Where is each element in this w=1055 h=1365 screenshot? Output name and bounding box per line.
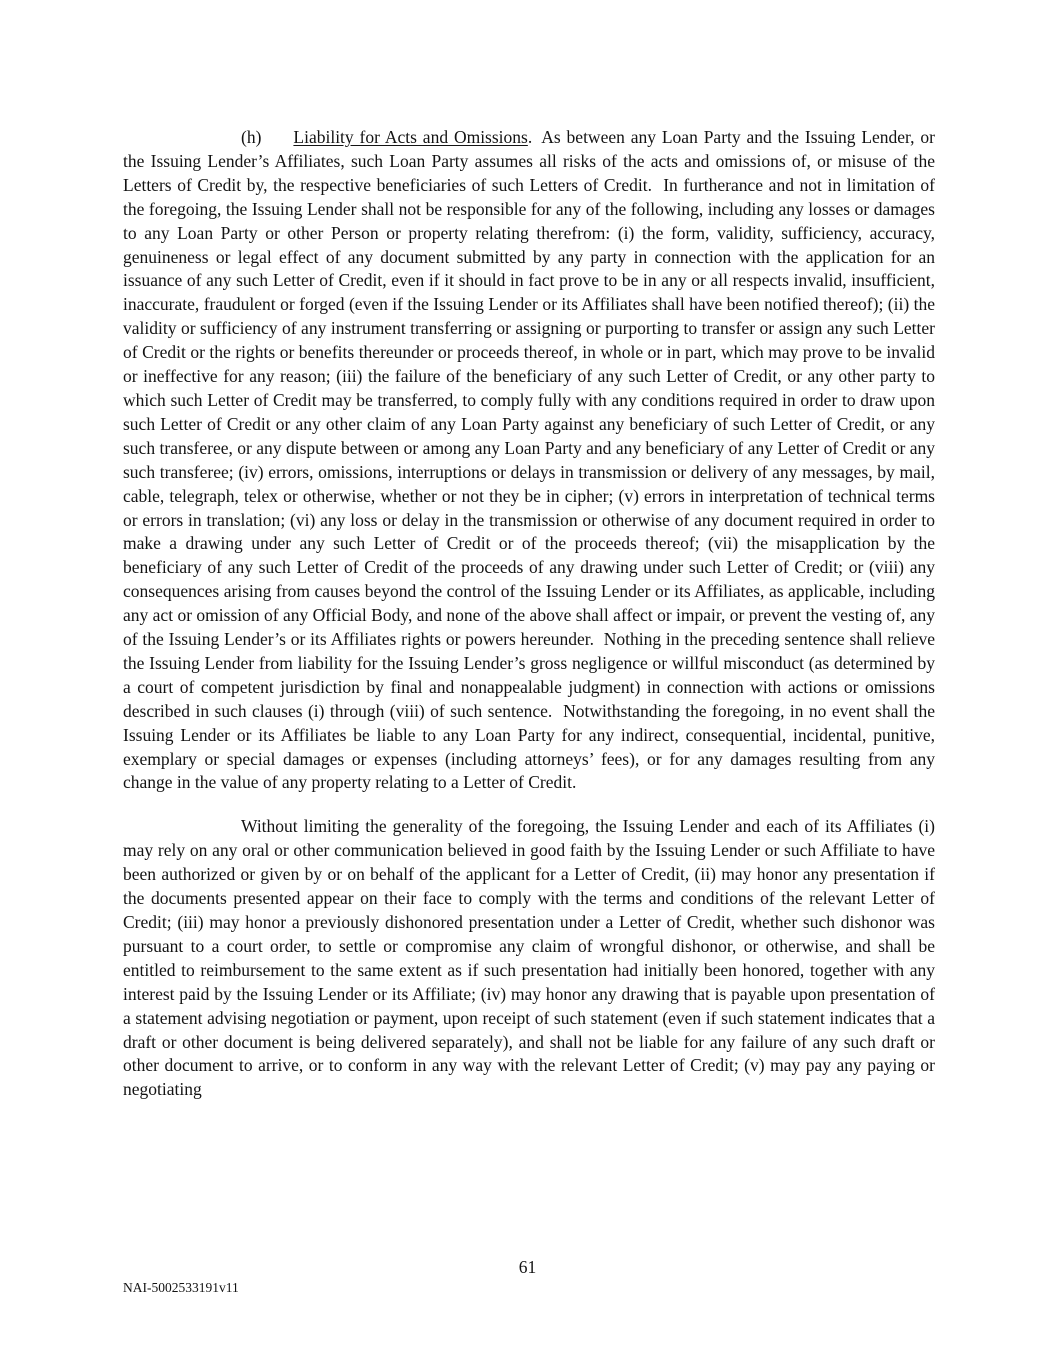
page-body: [123, 126, 935, 1102]
section-marker: (h): [241, 127, 262, 147]
section-heading: Liability for Acts and Omissions: [293, 127, 528, 147]
paragraph-text: Without limiting the generality of the foregoing, the Issuing Lender and each of its Affiliates (i) may rely on any oral or other communication believed in good faith by the Issuing Lender or such Affiliate to have been authorized or given by or on behalf of the applicant for a Letter of Credit, (ii) may honor any presentation if the documents presented appear on their face to comply with the terms and conditions of the relevant Letter of Credit; (iii) may honor a previously dishonored presentation under a Letter of Credit, whether such dishonor was pursuant to a court order, to settle or compromise any claim of wrongful dishonor, or otherwise, and shall be entitled to reimbursement to the same extent as if such presentation had initially been honored, together with any interest paid by the Issuing Lender or its Affiliate; (iv) may honor any drawing that is payable upon presentation of a statement advising negotiation or payment, upon receipt of such statement (even if such statement indicates that a draft or other document is being delivered separately), and shall not be liable for any failure of any such draft or other document to arrive, or to conform in any way with the relevant Letter of Credit; (v) may pay any paying or negotiating: [123, 816, 935, 1100]
section-heading-period: .: [527, 127, 533, 147]
document-id-stamp: NAI-5002533191v11: [123, 1280, 239, 1295]
section-body-text: As between any Loan Party and the Issuing Lender, or the Issuing Lender’s Affiliates, such Loan Party assumes all risks of the acts and omissions of, or misuse of the Letters of Credit by, the respective beneficiaries of such Letters of Credit. In furtherance and not in limitation of the foregoing, the Issuing Lender shall not be responsible for any of the following, including any losses or damages to any Loan Party or other Person or property relating therefrom: (i) the form, validity, sufficiency, accuracy, genuineness or legal effect of any document submitted by any party in connection with the application for an issuance of any such Letter of Credit, even if it should in fact prove to be in any or all respects invalid, insufficient, inaccurate, fraudulent or forged (even if the Issuing Lender or its Affiliates shall have been notified thereof); (ii) the validity or sufficiency of any instrument transferring or assigning or purporting to transfer or assign any such Letter of Credit or the rights or benefits thereunder or proceeds thereof, in whole or in part, which may prove to be invalid or ineffective for any reason; (iii) the failure of the beneficiary of any such Letter of Credit, or any other party to which such Letter of Credit may be transferred, to comply fully with any conditions required in order to draw upon such Letter of Credit or any other claim of any Loan Party against any beneficiary of such Letter of Credit, or any such transferee, or any dispute between or among any Loan Party and any beneficiary of any Letter of Credit or any such transferee; (iv) errors, omissions, interruptions or delays in transmission or delivery of any messages, by mail, cable, telegraph, telex or otherwise, whether or not they be in cipher; (v) errors in interpretation of technical terms or errors in translation; (vi) any loss or delay in the transmission or otherwise of any document required in order to make a drawing under any such Letter of Credit or of the proceeds thereof; (vii) the misapplication by the beneficiary of any such Letter of Credit of the proceeds of any drawing under such Letter of Credit; or (viii) any consequences arising from causes beyond the control of the Issuing Lender or its Affiliates, as applicable, including any act or omission of any Official Body, and none of the above shall affect or impair, or prevent the vesting of, any of the Issuing Lender’s or its Affiliates rights or powers hereunder. Nothing in the preceding sentence shall relieve the Issuing Lender from liability for the Issuing Lender’s gross negligence or willful misconduct (as determined by a court of competent jurisdiction by final and nonappealable judgment) in connection with actions or omissions described in such clauses (i) through (viii) of such sentence. Notwithstanding the foregoing, in no event shall the Issuing Lender or its Affiliates be liable to any Loan Party for any indirect, consequential, incidental, punitive, exemplary or special damages or expenses (including attorneys’ fees), or for any damages resulting from any change in the value of any property relating to a Letter of Credit.: [123, 127, 935, 793]
paragraph-without-limiting: [123, 815, 935, 1102]
page-number: 61: [518, 1257, 537, 1277]
section-paragraph-liability: [123, 126, 935, 795]
